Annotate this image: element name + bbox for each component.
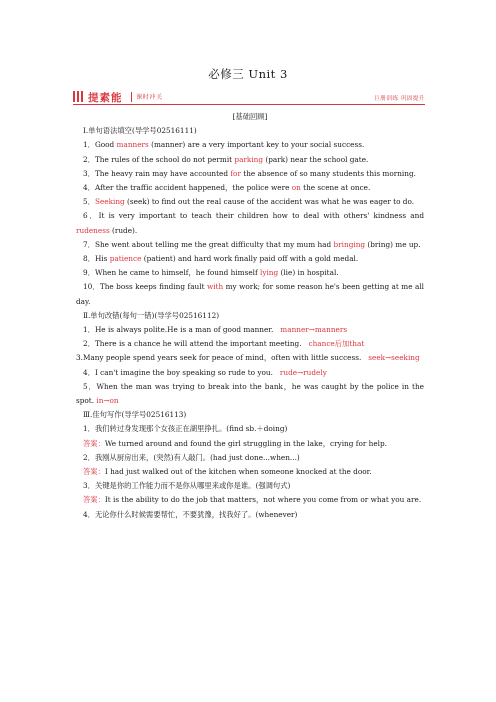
q-text: (manner) are a very important key to your social success. (148, 140, 365, 150)
q-text: (rude). (109, 225, 138, 235)
q-text: 3.Many people spend years seek for peace of mind，often with little success. (76, 353, 362, 363)
s2-question-1 (76, 323, 424, 337)
q-text: 2．There is a chance he will attend the important meeting. (83, 339, 302, 349)
q-text: 1．He is always polite.He is a man of good manner. (83, 325, 274, 335)
q-text: 7．She went about telling me the great difficulty that my mum had (83, 239, 334, 249)
q-text: 4．After the traffic accident happened，the police were (83, 183, 292, 193)
answer-text: for (230, 168, 241, 178)
answer-text: chance后加that (308, 339, 365, 349)
answer-text: parking (234, 154, 264, 164)
s3-answer-1 (76, 437, 424, 451)
q-text: the scene at once. (300, 183, 371, 193)
q-text: 8．His (83, 254, 110, 264)
s1-question-3 (76, 167, 424, 181)
answer-text: lying (260, 268, 279, 278)
answer-text: bringing (333, 239, 366, 249)
page-title: 必修三 Unit 3 (208, 67, 288, 81)
s1-question-2 (76, 153, 424, 167)
q-text: (patient) and hard work finally paid off with a gold medal. (141, 254, 359, 264)
answer-label: 答案： (83, 438, 105, 448)
q-text: 5． (83, 197, 95, 207)
answer-label: 答案： (83, 467, 105, 477)
s3-answer-3 (76, 493, 424, 507)
answer-label: 答案： (83, 495, 105, 505)
q-text: 5．When the man was trying to break into the bank，he was caught by the police in the spot. (76, 381, 427, 406)
banner-brand: 提素能 (88, 92, 123, 104)
s1-question-8 (76, 252, 424, 266)
q-text: 6．It is very important to teach their children how to deal with others' kindness and (83, 211, 427, 221)
s2-question-5 (76, 380, 427, 408)
section3-heading: Ⅲ.佳句写作(导学号02516113) (83, 410, 187, 420)
answer-text: It is the ability to do the job that matters，not where you come from or what you are. (104, 495, 422, 505)
banner-divider (131, 92, 132, 102)
s1-question-10 (76, 280, 427, 308)
s3-prompt-3: 3．关键是你的工作能力而不是你从哪里来或你是谁。(强调句式) (83, 481, 291, 491)
answer-text: rudeness (76, 225, 110, 235)
q-text: 4．I can't imagine the boy speaking so rude to you. (83, 367, 273, 377)
review-label: [基础回顾] (232, 112, 268, 121)
s3-prompt-1: 1．我们转过身发现那个女孩正在湖里挣扎。(find sb.＋doing) (83, 424, 288, 434)
s3-prompt-4: 4．无论你什么时候需要帮忙，不要犹豫，找我好了。(whenever) (83, 509, 298, 519)
answer-text: rude→rudely (279, 367, 327, 377)
s2-question-4 (76, 366, 424, 380)
q-text: the absence of so many students this morning. (240, 168, 416, 178)
s1-question-4 (76, 181, 424, 195)
answer-text: I had just walked out of the kitchen when someone knocked at the door. (104, 467, 372, 477)
s2-question-3 (76, 351, 424, 365)
q-text: 2．The rules of the school do not permit (83, 154, 235, 164)
answer-text: Seeking (94, 197, 125, 207)
q-text: (park) near the school gate. (263, 154, 369, 164)
q-text: 10．The boss keeps finding fault (83, 282, 207, 292)
answer-text: manners (116, 140, 149, 150)
q-text: 1．Good (83, 140, 117, 150)
answer-text: We turned around and found the girl struggling in the lake，crying for help. (104, 438, 387, 448)
document-body (76, 110, 427, 522)
q-text: my work; for some reason he's been getting at me all day. (76, 282, 427, 306)
q-text: (bring) me up. (365, 239, 421, 249)
banner-right-text: 巨册训练 巩固提升 (374, 96, 425, 102)
section-banner (73, 90, 425, 105)
s1-question-5 (76, 195, 424, 209)
s3-answer-2 (76, 465, 424, 479)
q-text: 3．The heavy rain may have accounted (83, 168, 231, 178)
s2-question-2 (76, 337, 424, 351)
answer-text: seek→seeking (368, 353, 420, 363)
answer-text: with (206, 282, 224, 292)
s1-question-1 (76, 138, 424, 152)
section1-heading: Ⅰ.单句语法填空(导学号02516111) (83, 126, 197, 136)
s1-question-9 (76, 266, 424, 280)
answer-text: manner→manners (280, 325, 348, 335)
answer-text: in→on (96, 396, 119, 406)
s3-prompt-2: 2．我刚从厨房出来，(突然)有人敲门。(had just done...when...) (83, 452, 300, 462)
s1-question-6 (76, 209, 427, 237)
q-text: (seek) to find out the real cause of the accident was what he was eager to do. (124, 197, 415, 207)
q-text: 9．When he came to himself，he found himself (83, 268, 260, 278)
banner-subtitle: 课时冲关 (136, 94, 163, 101)
q-text: (lie) in hospital. (278, 268, 339, 278)
s1-question-7 (76, 238, 424, 252)
answer-text: on (291, 183, 301, 193)
answer-text: patience (109, 254, 142, 264)
section2-heading: Ⅱ.单句改错(每句一错)(导学号02516112) (83, 310, 220, 320)
stripes-icon (73, 91, 85, 102)
